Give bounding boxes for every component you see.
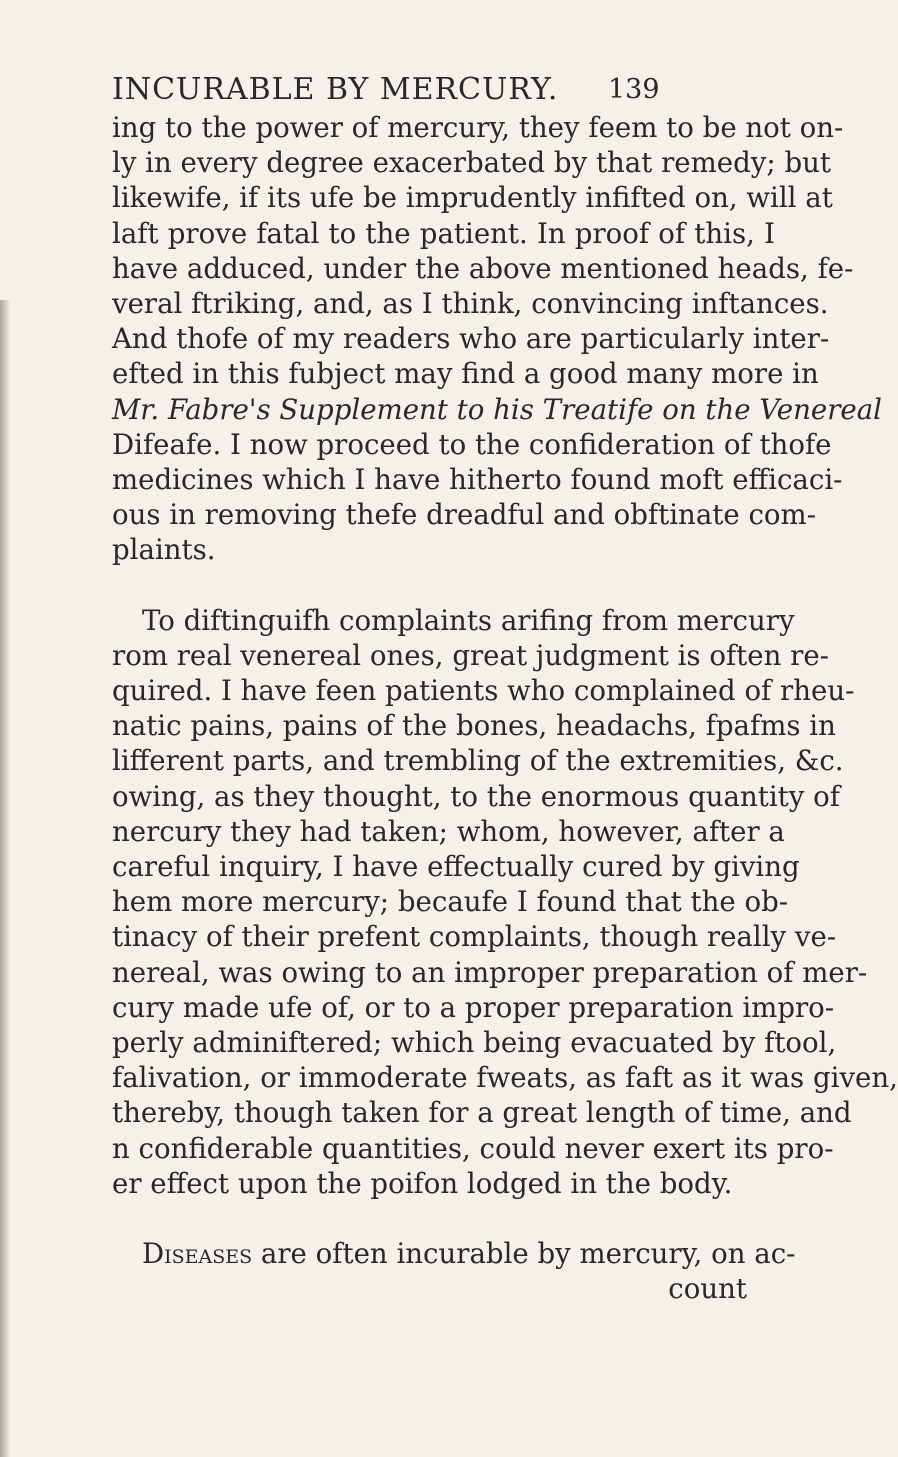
- running-header: [112, 72, 672, 107]
- text-line: And thofe of my readers who are particularly inter-: [112, 322, 830, 356]
- text-line: ing to the power of mercury, they feem to be not on-: [112, 111, 844, 144]
- text-line: owing, as they thought, to the enormous quantity of: [112, 779, 840, 813]
- text-line: Difeafe. I now proceed to the confideration of thofe: [112, 427, 832, 461]
- text-line: er effect upon the poifon lodged in the body.: [112, 1166, 733, 1200]
- paragraph-2: [0, 603, 898, 1201]
- text-line: quired. I have feen patients who complained of rheu-: [112, 674, 855, 708]
- small-caps-lead: Diseases: [142, 1237, 253, 1271]
- text-line: veral ftriking, and, as I think, convincing inftances.: [112, 287, 829, 321]
- text-line: natic pains, pains of the bones, headachs, fpafms in: [112, 709, 836, 743]
- text-line: n confiderable quantities, could never exert its pro-: [112, 1131, 834, 1165]
- text-line: hem more mercury; becaufe I found that the ob-: [112, 885, 789, 919]
- page-number: 139: [608, 74, 660, 105]
- text-line: laft prove fatal to the patient. In proof of this, I: [112, 216, 775, 250]
- text-line: To diftinguifh complaints arifing from mercury: [142, 603, 795, 637]
- paragraph-1: [0, 110, 883, 568]
- text-line: Mr. Fabre's Supplement to his Treatife on the Venereal: [112, 392, 883, 426]
- text-line: perly adminiftered; which being evacuated by ftool,: [112, 1026, 837, 1060]
- text-line: careful inquiry, I have effectually cured by giving: [112, 850, 800, 884]
- running-title: INCURABLE BY MERCURY.: [112, 72, 559, 107]
- page-body: [0, 110, 898, 1307]
- text-line: falivation, or immoderate fweats, as faft as it was given,: [112, 1061, 898, 1095]
- text-line: cury made ufe of, or to a proper preparation impro-: [112, 990, 835, 1024]
- text-fragment: are often incurable by mercury, on ac-: [252, 1237, 796, 1271]
- text-line: plaints.: [112, 533, 216, 567]
- text-line: rom real venereal ones, great judgment is often re-: [112, 638, 829, 672]
- text-line: have adduced, under the above mentioned heads, fe-: [112, 251, 854, 285]
- text-line: ous in removing thefe dreadful and obftinate com-: [112, 498, 817, 532]
- text-line: ly in every degree exacerbated by that remedy; but: [112, 146, 831, 180]
- text-line: medicines which I have hitherto found moft efficaci-: [112, 463, 843, 497]
- text-line: [112, 1236, 796, 1271]
- paragraph-3: [0, 1236, 796, 1306]
- text-line: tinacy of their prefent complaints, though really ve-: [112, 920, 837, 954]
- text-line: efted in this fubject may find a good many more in: [112, 357, 819, 391]
- text-line: nereal, was owing to an improper preparation of mer-: [112, 955, 868, 989]
- text-line: likewife, if its ufe be imprudently infifted on, will at: [112, 181, 833, 215]
- text-line: lifferent parts, and trembling of the extremities, &c.: [112, 744, 844, 778]
- text-line: nercury they had taken; whom, however, after a: [112, 814, 785, 848]
- catchword: count: [668, 1272, 747, 1306]
- text-line: thereby, though taken for a great length of time, and: [112, 1096, 852, 1130]
